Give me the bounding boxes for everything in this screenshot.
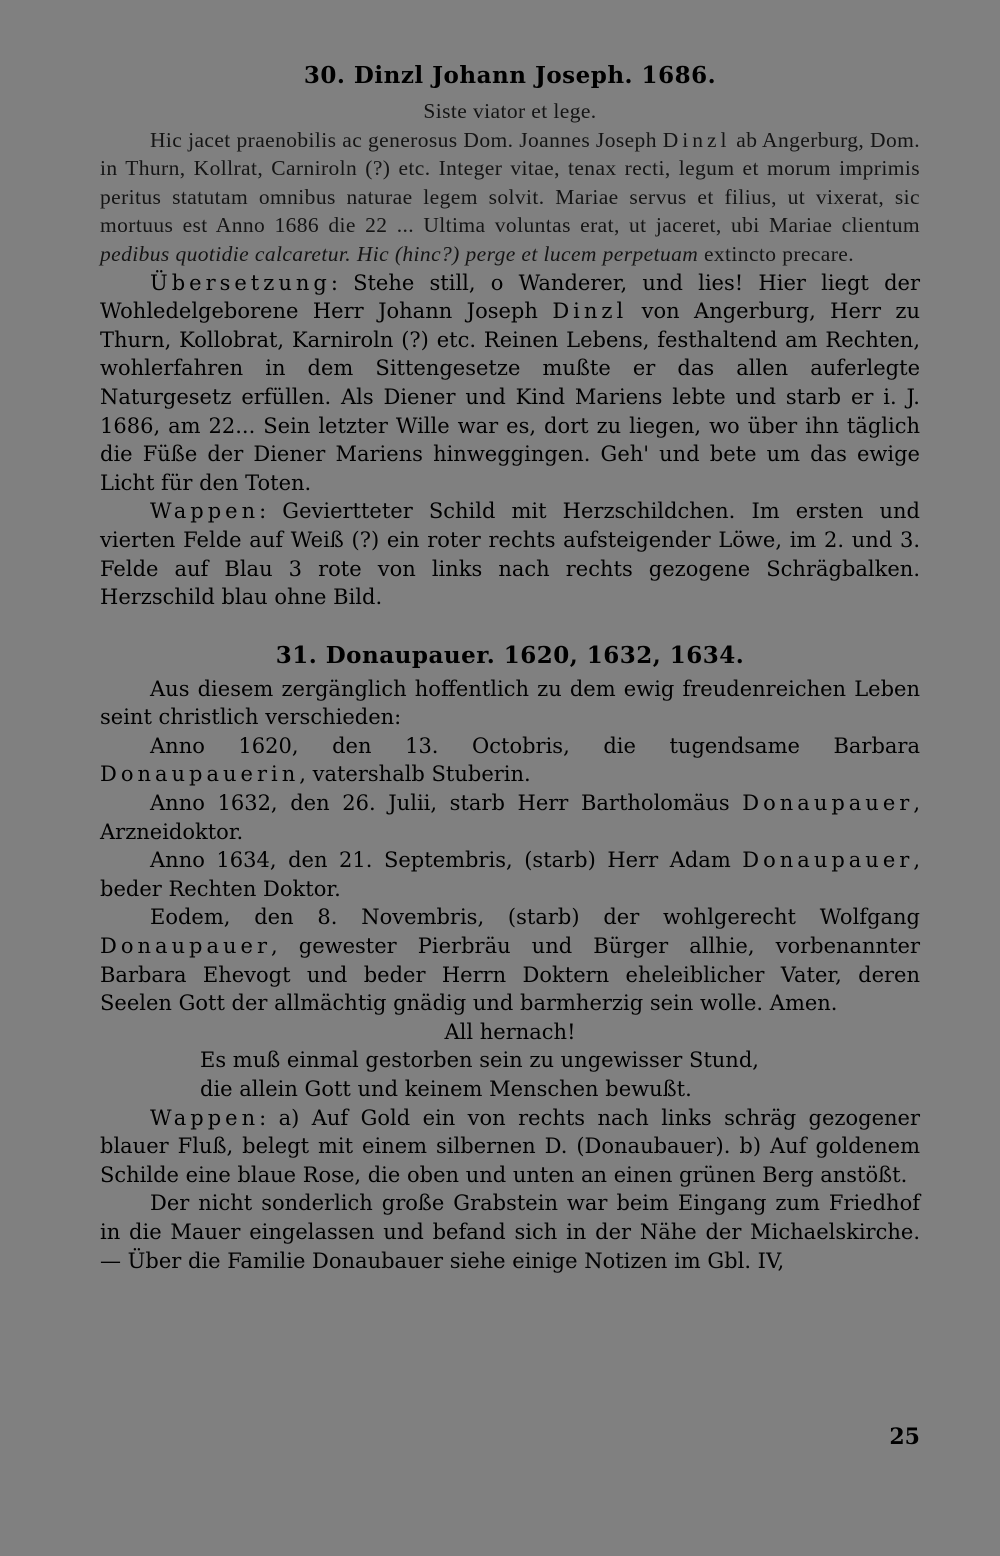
- line-2-name-spaced: Donaupauer: [742, 791, 914, 816]
- line-4-name-spaced: Donaupauer: [100, 934, 272, 959]
- entry-31-intro: Aus diesem zergänglich hoffentlich zu dem ewig freudenreichen Leben seint christlich verschieden:: [100, 676, 920, 730]
- entry-31-line-1: [100, 732, 920, 789]
- entry-31-closing-note: Der nicht sonderlich große Grabstein war beim Eingang zum Friedhof in die Mauer eingelassen und befand sich in der Nähe der Michaelskirche. — Über die Familie Donaubauer siehe einige Notizen im Gbl. IV,: [100, 1191, 920, 1273]
- line-3-text-a: Anno 1634, den 21. Septembris, (starb) Herr Adam: [150, 848, 743, 873]
- latin-text-b: ab Angerburg, Dom. in Thurn, Kollrat, Carniroln (?) etc. Integer vitae, tenax recti, legum et morum imprimis peritus statutam omnibus naturae legem solvit. Mariae servus et filius, ut vixerat, sic mortuus est Anno 1686 die 22 ... Ultima voluntas erat, ut jaceret, ubi Mariae clientum: [100, 127, 920, 238]
- arms-label-31: Wappen: [150, 1105, 260, 1130]
- translation-label: Übersetzung: [150, 270, 331, 295]
- entry-31-line-4: [100, 903, 920, 1017]
- entry-30-arms: [100, 497, 920, 611]
- line-2-text-a: Anno 1632, den 26. Julii, starb Herr Bartholomäus: [150, 791, 743, 816]
- entry-31-line-2: [100, 789, 920, 846]
- latin-text-c: extincto precare.: [698, 241, 855, 266]
- translation-text-a: : Stehe still, o Wanderer, und lies! Hier liegt der Wohledelgeborene Herr Johann Joseph: [100, 270, 920, 324]
- entry-30-latin-inscription: [100, 126, 920, 269]
- entry-31-line-3: [100, 846, 920, 903]
- entry-30-motto: Siste viator et lege.: [423, 99, 597, 123]
- line-2-text-b: , Arzneidoktor.: [100, 791, 920, 844]
- entry-30-translation: [100, 269, 920, 498]
- line-4-text-b: , gewester Pierbräu und Bürger allhie, vorbenannter Barbara Ehevogt und beder Herrn Doktern eheleiblicher Vater, deren Seelen Gott der allmächtig gnädig und barmherzig sein wolle. Amen.: [100, 934, 920, 1016]
- entry-30-heading: 30. Dinzl Johann Joseph. 1686.: [303, 62, 717, 89]
- entry-31-verse-line-1: Es muß einmal gestorben sein zu ungewisser Stund,: [200, 1048, 759, 1073]
- line-1-text-b: , vatershalb Stuberin.: [299, 762, 531, 787]
- line-4-text-a: Eodem, den 8. Novembris, (starb) der wohlgerecht Wolfgang: [150, 905, 920, 930]
- entry-31-all-hernach: All hernach!: [444, 1019, 576, 1044]
- translation-name-spaced: Dinzl: [552, 299, 628, 324]
- page-number: 25: [889, 1424, 920, 1450]
- line-3-text-b: , beder Rechten Doktor.: [100, 848, 920, 901]
- arms-text: : Geviertteter Schild mit Herzschildchen. Im ersten und vierten Felde auf Weiß (?) ein roter rechts aufsteigender Löwe, im 2. und 3. Felde auf Blau 3 rote von links nach rechts gezogene Schrägbalken. Herzschild blau ohne Bild.: [100, 499, 920, 610]
- line-3-name-spaced: Donaupauer: [742, 848, 914, 873]
- latin-name-spaced: Dinzl: [662, 127, 731, 152]
- arms-label: Wappen: [150, 499, 260, 524]
- line-1-text-a: Anno 1620, den 13. Octobris, die tugendsame Barbara: [150, 733, 920, 758]
- latin-text-italic: pedibus quotidie calcaretur. Hic (hinc?) perge et lucem perpetuam: [100, 241, 699, 266]
- entry-31-heading: 31. Donaupauer. 1620, 1632, 1634.: [275, 641, 745, 669]
- arms-text-31: : a) Auf Gold ein von rechts nach links schräg gezogener blauer Fluß, belegt mit einem silbernen D. (Donaubauer). b) Auf goldenem Schilde eine blaue Rose, die oben und unten an einen grünen Berg anstößt.: [100, 1105, 920, 1187]
- entry-31-verse-line-2: die allein Gott und keinem Menschen bewußt.: [200, 1077, 692, 1101]
- line-1-name-spaced: Donaupauerin: [100, 762, 300, 787]
- latin-text-a: Hic jacet praenobilis ac generosus Dom. Joannes Joseph: [150, 127, 663, 152]
- entry-31-arms: [100, 1104, 920, 1190]
- translation-text-b: von Angerburg, Herr zu Thurn, Kollobrat, Karniroln (?) etc. Reinen Lebens, festhaltend am Rechten, wohlerfahren in dem Sittengesetze mußte er das allen auferlegte Naturgesetz erfüllen. Als Diener und Kind Mariens lebte und starb er i. J. 1686, am 22... Sein letzter Wille war es, dort zu liegen, wo über ihn täglich die Füße der Diener Mariens hinweggingen. Geh' und bete um das ewige Licht für den Toten.: [100, 299, 920, 495]
